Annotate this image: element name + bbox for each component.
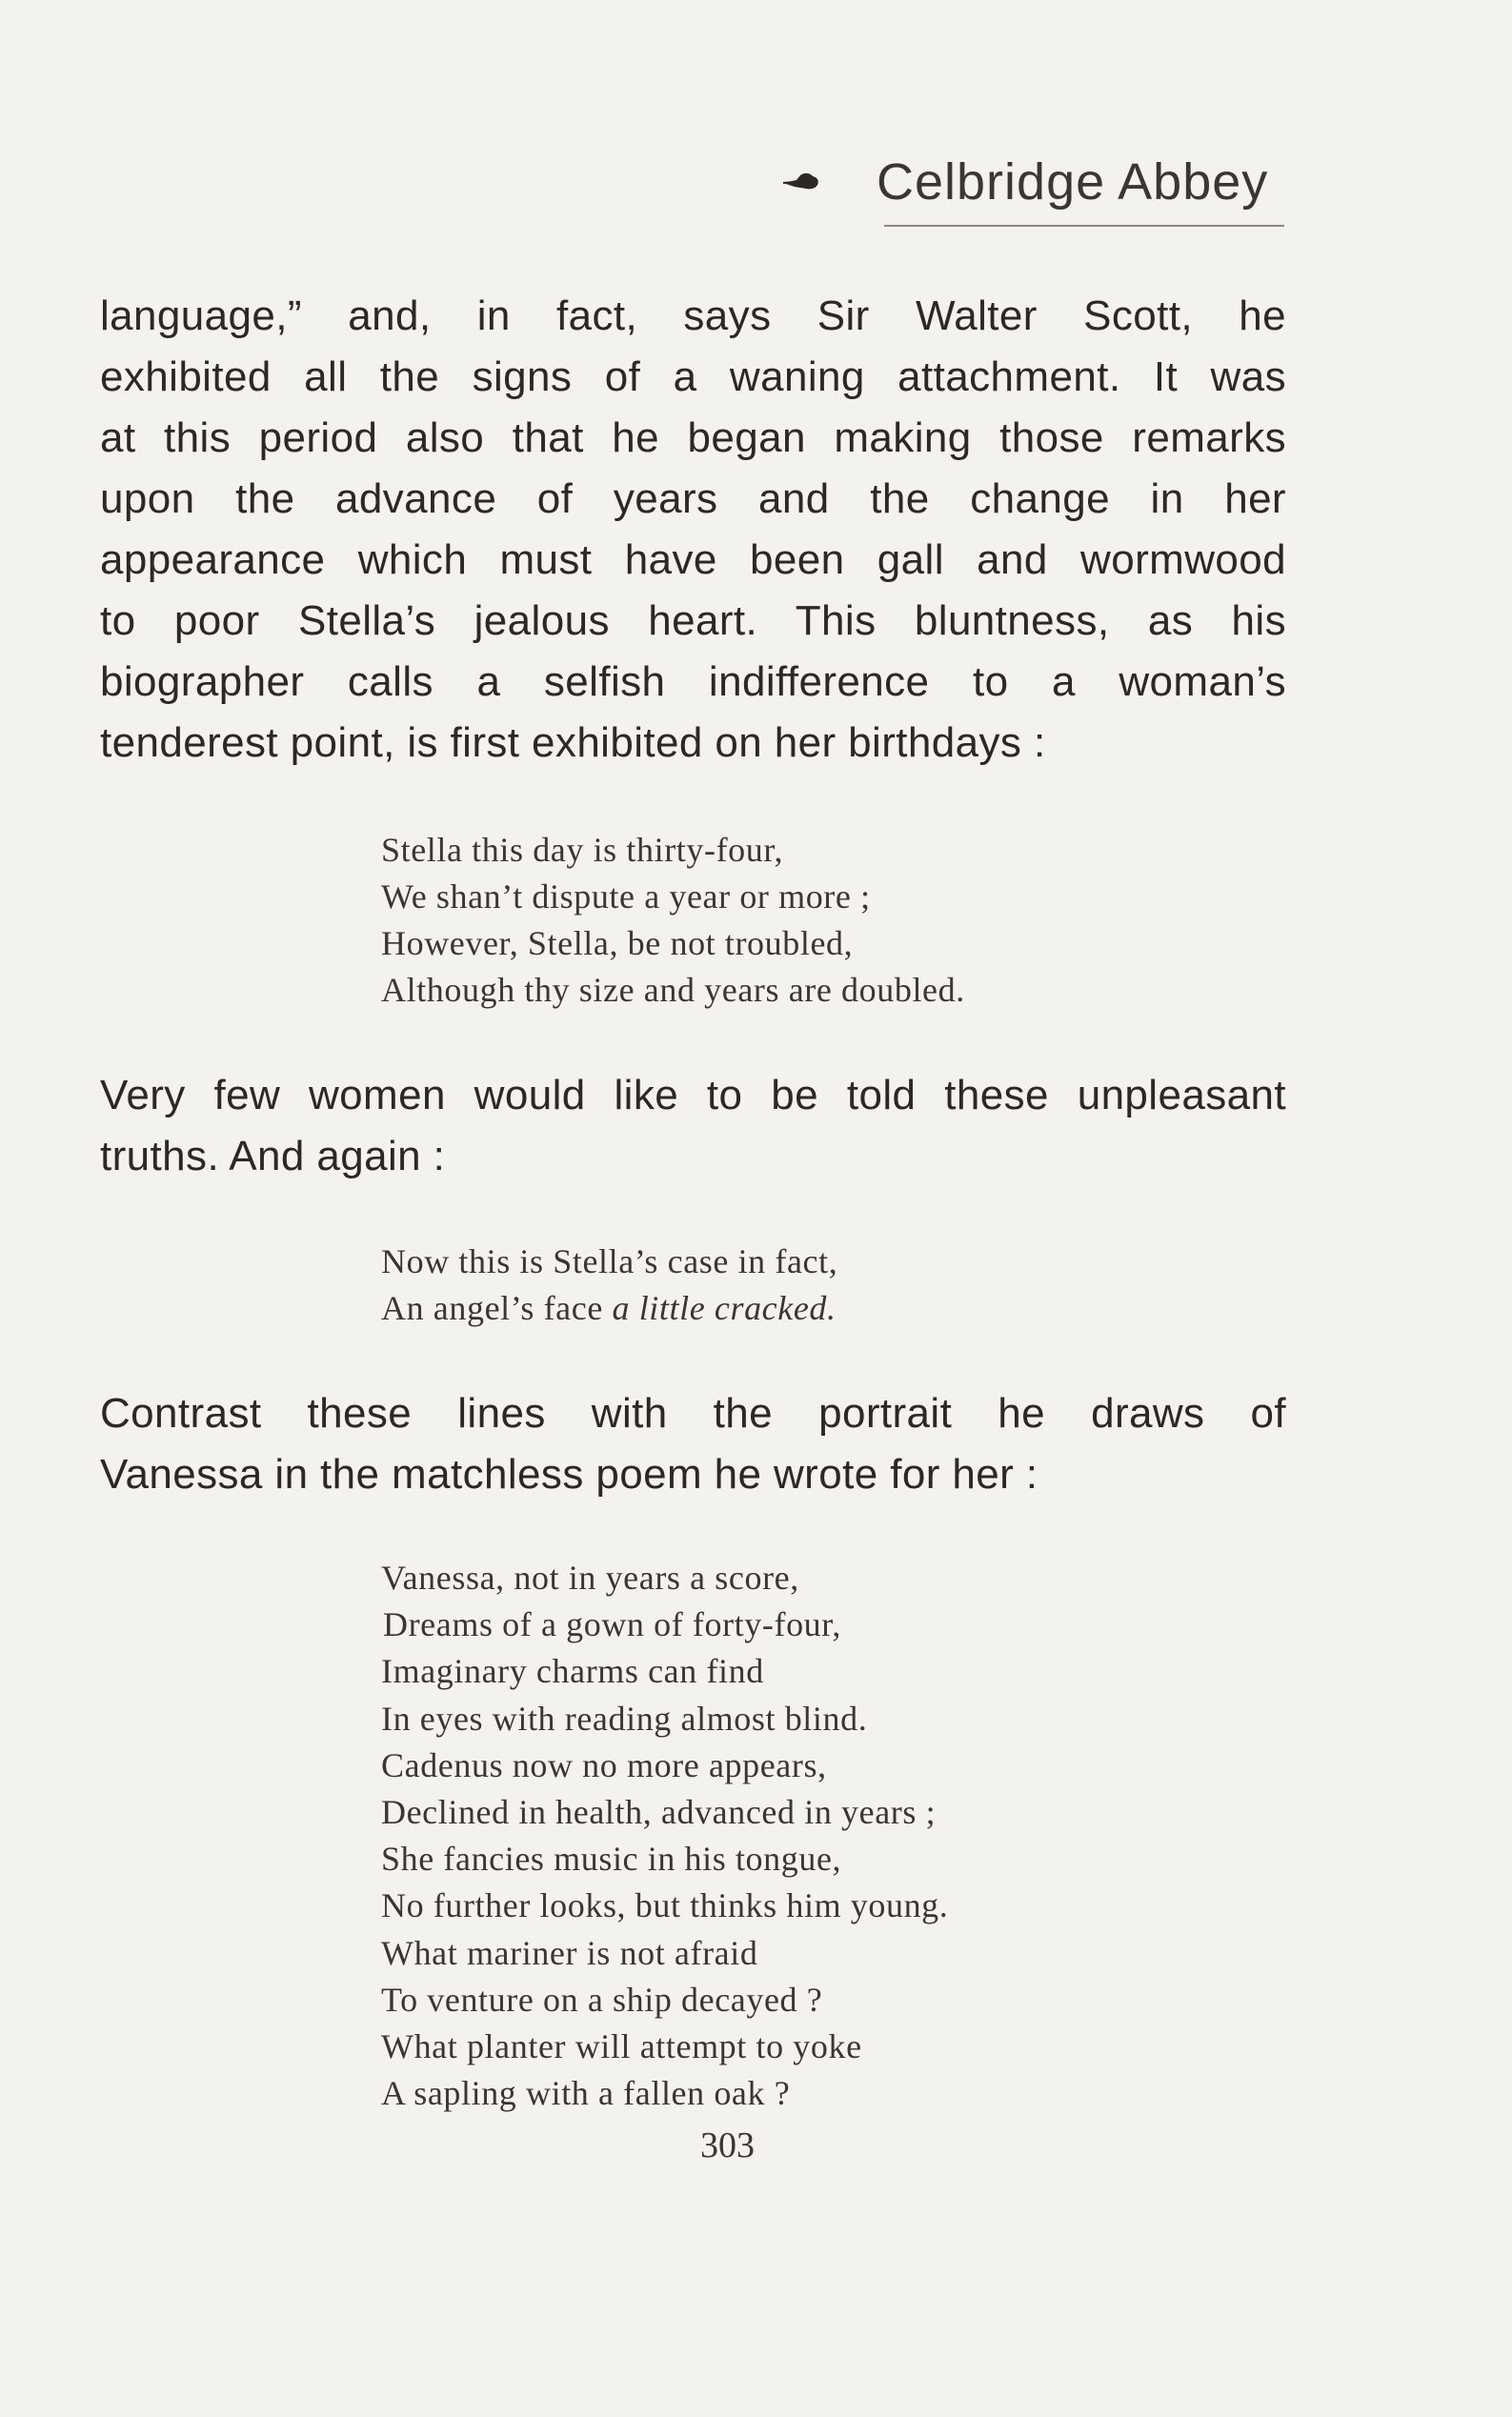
paragraph-line: at this period also that he began making those remarks [100, 414, 1286, 461]
verse-line: What planter will attempt to yoke [381, 2027, 862, 2066]
verse-line: Although thy size and years are doubled. [381, 971, 965, 1009]
verse-line-prefix: An angel’s face [381, 1289, 613, 1327]
verse-line: What mariner is not afraid [381, 1933, 758, 1972]
verse-line: Dreams of a gown of forty-four, [383, 1605, 842, 1644]
verse-stella-birthday [381, 827, 1239, 1014]
paragraph-line: Very few women would like to be told these unpleasant [100, 1072, 1286, 1118]
page-number: 303 [700, 2125, 755, 2165]
verse-line: Cadenus now no more appears, [381, 1745, 827, 1784]
paragraph-line: Contrast these lines with the portrait he draws of [100, 1390, 1286, 1437]
verse-line [381, 1285, 1239, 1332]
paragraph-line: truths. And again : [100, 1133, 446, 1179]
paragraph-3 [100, 1383, 1286, 1505]
verse-line: Now this is Stella’s case in fact, [381, 1242, 838, 1280]
paragraph-line: language,” and, in fact, says Sir Walter Scott, he [100, 292, 1286, 339]
verse-line: Stella this day is thirty-four, [381, 831, 784, 869]
verse-line: A sapling with a fallen oak ? [381, 2074, 791, 2113]
paragraph-line: to poor Stella’s jealous heart. This bluntness, as his [100, 597, 1286, 644]
paragraph-line: Vanessa in the matchless poem he wrote for her : [100, 1451, 1038, 1498]
paragraph-2 [100, 1065, 1286, 1187]
verse-line: To venture on a ship decayed ? [381, 1980, 823, 2019]
verse-line: We shan’t dispute a year or more ; [381, 877, 871, 916]
pointing-hand-icon [781, 170, 823, 192]
head-rule [884, 225, 1284, 227]
verse-line: In eyes with reading almost blind. [381, 1699, 868, 1738]
paragraph-line: biographer calls a selfish indifference to a woman’s [100, 658, 1286, 705]
paragraph-1 [100, 286, 1286, 774]
verse-vanessa [381, 1555, 1239, 2117]
paragraph-line: appearance which must have been gall and wormwood [100, 536, 1286, 583]
paragraph-line: upon the advance of years and the change in her [100, 475, 1286, 522]
verse-line: Vanessa, not in years a score, [381, 1559, 799, 1597]
verse-line: Imaginary charms can find [381, 1652, 764, 1691]
verse-line: However, Stella, be not troubled, [381, 924, 854, 962]
verse-line: No further looks, but thinks him young. [381, 1886, 949, 1925]
verse-line: She fancies music in his tongue, [381, 1840, 842, 1879]
paragraph-line: exhibited all the signs of a waning attachment. It was [100, 353, 1286, 400]
paragraph-line: tenderest point, is first exhibited on her birthdays : [100, 719, 1046, 766]
verse-line-italic: a little cracked. [612, 1289, 837, 1327]
verse-line: Declined in health, advanced in years ; [381, 1793, 937, 1832]
running-title: Celbridge Abbey [877, 153, 1269, 211]
running-head [781, 152, 1286, 229]
verse-stella-case [381, 1239, 1239, 1332]
